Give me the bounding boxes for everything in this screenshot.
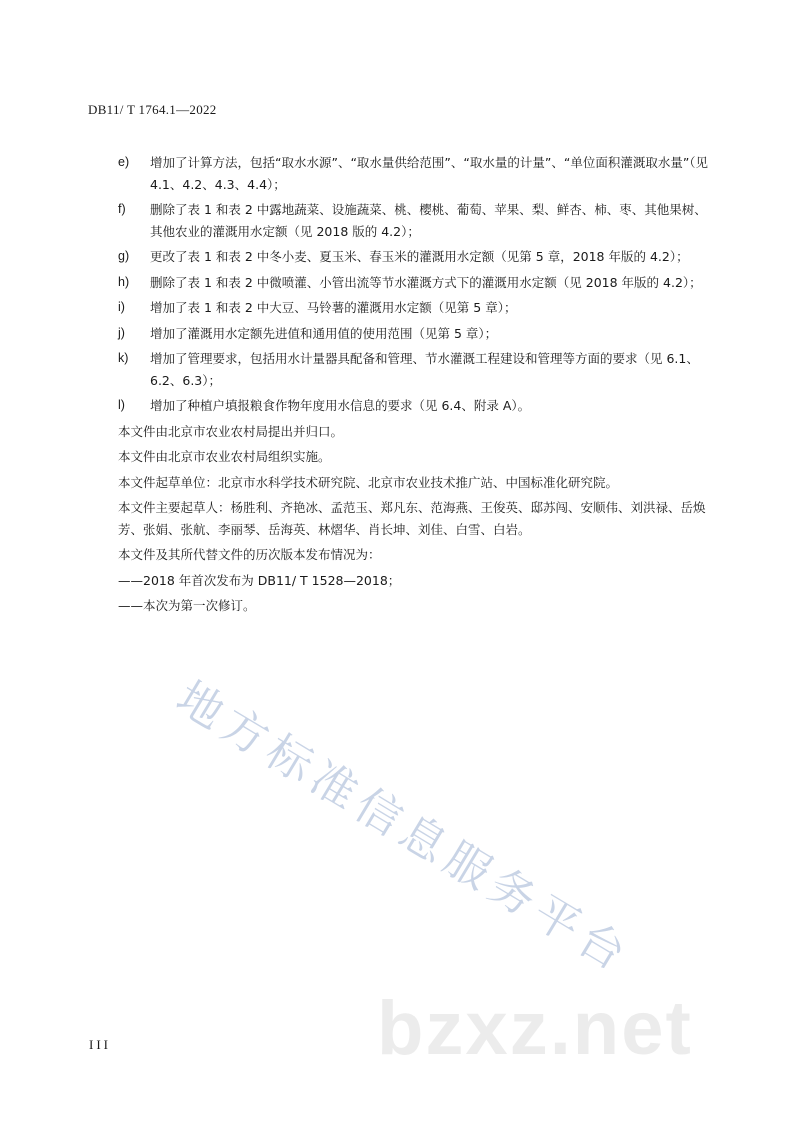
document-header: DB11/ T 1764.1—2022 <box>88 102 217 117</box>
list-item <box>118 395 718 417</box>
paragraph-proposer: 本文件由北京市农业农村局提出并归口。 <box>118 423 344 439</box>
list-item <box>118 348 718 391</box>
page-number: III <box>89 1037 111 1052</box>
list-item <box>118 246 718 268</box>
paragraph-history-intro: 本文件及其所代替文件的历次版本发布情况为： <box>118 547 381 562</box>
list-item-label: f) <box>118 202 126 216</box>
list-item <box>118 272 718 294</box>
list-item-label: i) <box>118 300 125 314</box>
list-item-label: l) <box>118 398 125 412</box>
list-item-text: 删除了表 1 和表 2 中露地蔬菜、设施蔬菜、桃、樱桃、葡萄、苹果、梨、鲜杏、柿、枣、其他果树、其他农业的灌溉用水定额（见 2018 版的 4.2）； <box>150 202 707 239</box>
list-item-text: 增加了表 1 和表 2 中大豆、马铃薯的灌溉用水定额（见第 5 章）； <box>150 300 517 315</box>
list-item-text: 增加了计算方法，包括“取水水源”、“取水量供给范围”、“取水量的计量”、“单位面积灌溉取水量”（见 4.1、4.2、4.3、4.4）； <box>150 155 709 192</box>
list-item-label: e) <box>118 155 130 169</box>
list-item <box>118 199 718 242</box>
list-item-label: k) <box>118 351 129 365</box>
list-item-label: g) <box>118 249 130 263</box>
watermark-site: bzxz.net <box>377 986 693 1071</box>
list-item-label: h) <box>118 274 130 289</box>
paragraph-implementer: 本文件由北京市农业农村局组织实施。 <box>118 449 331 464</box>
paragraph-history-revision: ——本次为第一次修订。 <box>118 598 256 613</box>
list-item-text: 更改了表 1 和表 2 中冬小麦、夏玉米、春玉米的灌溉用水定额（见第 5 章，2018 年版的 4.2）； <box>150 249 689 264</box>
list-item-text: 增加了种植户填报粮食作物年度用水信息的要求（见 6.4、附录 A）。 <box>150 398 531 413</box>
paragraph-history-first: ——2018 年首次发布为 DB11/ T 1528—2018； <box>118 572 401 588</box>
list-item-text: 增加了灌溉用水定额先进值和通用值的使用范围（见第 5 章）； <box>150 325 498 341</box>
list-item-label: j) <box>118 325 125 340</box>
watermark-text: 地方标准信息服务平台 <box>167 670 641 984</box>
list-item <box>118 152 718 195</box>
list-item-text: 删除了表 1 和表 2 中微喷灌、小管出流等节水灌溉方式下的灌溉用水定额（见 2018 年版的 4.2）； <box>150 274 702 290</box>
document-body <box>118 152 718 621</box>
list-item-text: 增加了管理要求，包括用水计量器具配备和管理、节水灌溉工程建设和管理等方面的要求（见 6.1、6.2、6.3）； <box>150 351 699 388</box>
list-item <box>118 323 718 345</box>
list-item <box>118 297 718 319</box>
paragraph-drafting-units: 本文件起草单位：北京市水科学技术研究院、北京市农业技术推广站、中国标准化研究院。 <box>118 474 619 490</box>
paragraph-drafters: 本文件主要起草人：杨胜利、齐艳冰、孟范玉、郑凡东、范海燕、王俊英、邸苏闯、安顺伟、刘洪禄、岳焕芳、张娟、张航、李丽琴、岳海英、林熠华、肖长坤、刘佳、白雪、白岩。 <box>118 500 706 537</box>
